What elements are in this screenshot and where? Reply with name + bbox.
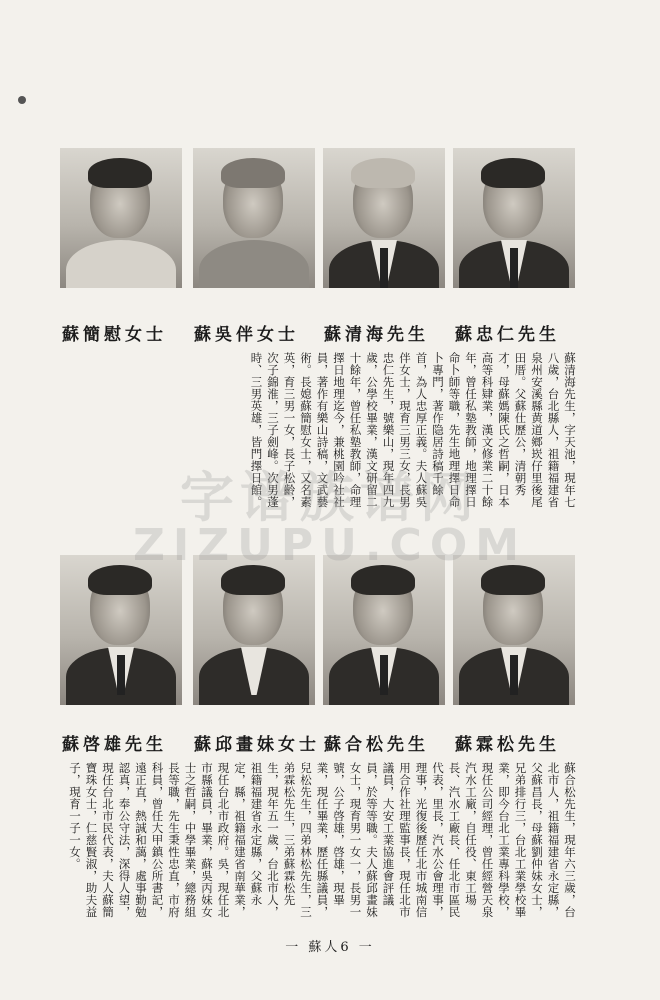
portrait-su-wuban: [193, 148, 315, 288]
portrait-su-qinghai: [323, 148, 445, 288]
portrait-su-zhongren: [453, 148, 575, 288]
caption-su-jianwei: 蘇簡慰女士: [62, 325, 167, 345]
page-number: 一 蘇人6 一: [285, 940, 375, 955]
scan-speck: [18, 96, 26, 104]
biography-text-top: 蘇清海先生，字天池，現年七八歲，台北縣人，祖籍福建省泉州安溪縣黄道鄉崁仔里後尾田厝。父蘇仕歷公，清朝秀才，母蘇媽陳氏之哲嗣，日本高等科肄業，漢文修業二十餘年，曾任私塾教師，地理擇日命卜師等職，先生地理擇日命卜專門，著作隐居詩稿千餘首，為人忠厚正義。夫人蘇吳伴女士，現育三男三女，長男忠仁先生，號樂山，現年四九歲，公學校畢業，漢文研留二十餘年，曾任私塾教師，命理擇日地理迄今，兼桃園吟社社員，著作有樂山詩稿，文武藝術。長媳蘇簡慰女士，又名素英，育三男一女，長子松齡，次子錦淮，三子劍峰。次男蓬時、三男英雄，皆門擇日館。: [249, 352, 577, 508]
caption-su-qixiong: 蘇啓雄先生: [62, 735, 167, 755]
caption-su-linsong: 蘇霖松先生: [455, 735, 560, 755]
caption-su-qinghai: 蘇清海先生: [324, 325, 429, 345]
biography-text-bottom: 蘇合松先生，現年六三歲，台北市人，祖籍福建省永定縣，父蘇昌長，母蘇劉仲妹女士，兄弟排行三，台北工業學校畢業，即今台北工業專科學校，現任公司經理，曾任經營天泉汽水工廠，自任役、東工場長、汽水工廠長、任北市區民代表，里長，汽水公會理事，理事，光復後歷任北市城南信用合作社理監事長，現任北市議員，大安工業協進會評議員，於等等職。夫人蘇邱畫妹女士，現育男一女一，長男一號，公子啓雄，啓雄，現畢業，現任畢業，歷任縣議員，兒松先生，四弟林松先生，三弟霖松先生，三弟蘇霖松先生，現年五一歲，台北市人，祖籍福建省永定縣，父蘇永定，縣，祖籍福建省南華業，現任台北市政府。吳，現任北市縣議員，畢業，蘇吳丙妹女士之哲嗣，中學畢業，總務組長等職，先生秉性忠直，市府科員，曾任大甲鎮公所書記，遠正直，熱誠和藹，處事勤勉認真，奉公守法，深得人望，現任台北市民代表，夫人蘇簡寶珠女士，仁慈賢淑，助夫益子，現育一子一女。: [68, 762, 577, 918]
portrait-su-qixiong: [60, 555, 182, 705]
watermark-url: ZIZUPU.COM: [132, 520, 528, 571]
caption-su-zhongren: 蘇忠仁先生: [455, 325, 560, 345]
portrait-su-jianwei: [60, 148, 182, 288]
portrait-su-qiuhuamei: [193, 555, 315, 705]
portrait-su-linsong: [453, 555, 575, 705]
caption-su-qiuhuamei: 蘇邱畫妹女士: [194, 735, 320, 755]
portrait-su-hesong: [323, 555, 445, 705]
caption-su-wuban: 蘇吳伴女士: [194, 325, 299, 345]
caption-su-hesong: 蘇合松先生: [324, 735, 429, 755]
watermark-chinese: 字谱族谱网: [180, 466, 480, 529]
